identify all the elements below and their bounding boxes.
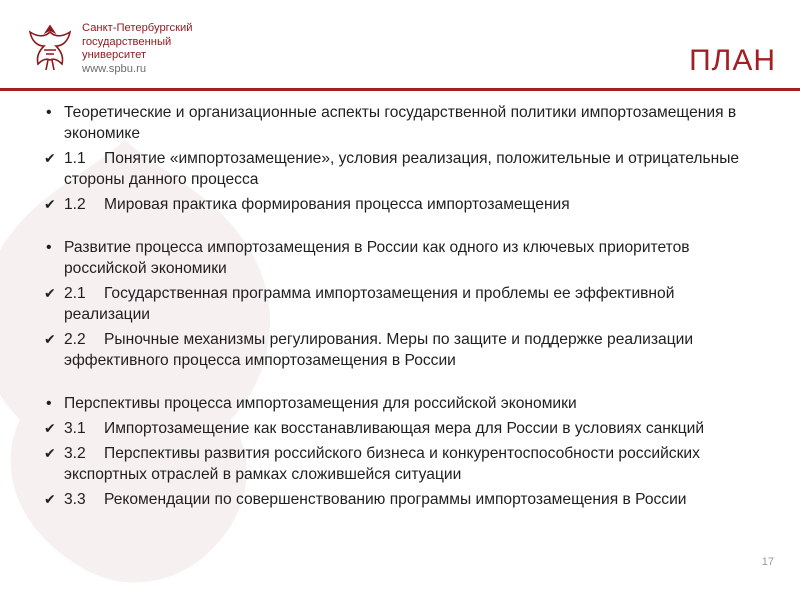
item-number: 2.2 [64,331,86,348]
list-item [44,329,744,371]
item-text: Понятие «импортозамещение», условия реализация, положительные и отрицательные стороны данного процесса [64,150,740,188]
list-item [44,393,744,414]
item-number: 1.1 [64,150,86,167]
checkmark-icon: ✔ [44,491,56,507]
item-text: Перспективы развития российского бизнеса и конкурентоспособности российских экспортных отраслей в рамках сложившейся ситуации [64,445,700,483]
list-item [44,489,744,510]
checkmark-icon: ✔ [44,420,56,436]
university-name [82,22,192,76]
list-item [44,443,744,485]
item-text: Теоретические и организационные аспекты государственной политики импортозамещения в экономике [64,104,737,142]
university-line-1: Санкт-Петербургский [82,22,193,34]
university-url[interactable]: www.spbu.ru [82,62,147,75]
checkmark-icon: ✔ [44,196,56,212]
item-text: Рекомендации по совершенствованию программы импортозамещения в России [104,491,687,508]
list-item [44,194,744,215]
item-text: Государственная программа импортозамещения и проблемы ее эффективной реализации [64,285,675,323]
list-item [44,418,744,439]
list-item [44,283,744,325]
item-text: Импортозамещение как восстанавливающая мера для России в условиях санкций [104,420,705,437]
item-text: Развитие процесса импортозамещения в России как одного из ключевых приоритетов российской экономики [64,239,690,277]
checkmark-icon: ✔ [44,445,56,461]
checkmark-icon: ✔ [44,150,56,166]
checkmark-icon: ✔ [44,285,56,301]
item-text: Мировая практика формирования процесса импортозамещения [104,196,570,213]
bullet-icon: • [46,104,52,121]
item-number: 1.2 [64,196,86,213]
university-line-2: государственный [82,35,172,48]
item-number: 3.1 [64,420,86,437]
item-text: Рыночные механизмы регулирования. Меры по защите и поддержке реализации эффективного процесса импортозамещения в России [64,331,694,369]
list-item [44,102,744,144]
page-number: 17 [761,556,774,568]
university-line-3: университет [82,49,147,61]
item-number: 3.2 [64,445,86,462]
item-number: 3.3 [64,491,86,508]
item-text: Перспективы процесса импортозамещения для российской экономики [64,395,577,412]
list-item [44,237,744,279]
header-divider [0,88,800,91]
checkmark-icon: ✔ [44,331,56,347]
item-number: 2.1 [64,285,86,302]
bullet-icon: • [46,239,52,256]
bullet-icon: • [46,395,52,412]
plan-list [44,102,744,514]
list-item [44,148,744,190]
slide-title: ПЛАН [689,44,776,77]
spbu-emblem-icon [24,20,76,76]
